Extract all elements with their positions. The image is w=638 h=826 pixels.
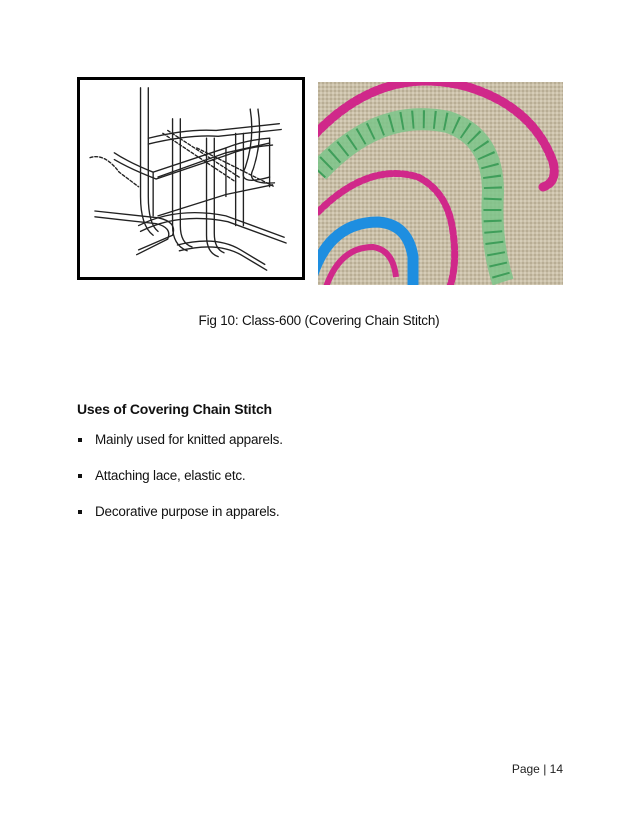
figure-caption: Fig 10: Class-600 (Covering Chain Stitch) <box>198 313 440 328</box>
embroidery-photo <box>318 82 563 285</box>
list-item-text: Decorative purpose in apparels. <box>95 504 280 519</box>
list-item-text: Mainly used for knitted apparels. <box>95 432 283 447</box>
stitch-diagram-image <box>77 77 305 280</box>
square-bullet-icon <box>78 510 82 514</box>
list-item-text: Attaching lace, elastic etc. <box>95 468 246 483</box>
section-heading: Uses of Covering Chain Stitch <box>77 401 272 417</box>
square-bullet-icon <box>78 438 82 442</box>
square-bullet-icon <box>78 474 82 478</box>
page-number: Page | 14 <box>511 762 563 776</box>
